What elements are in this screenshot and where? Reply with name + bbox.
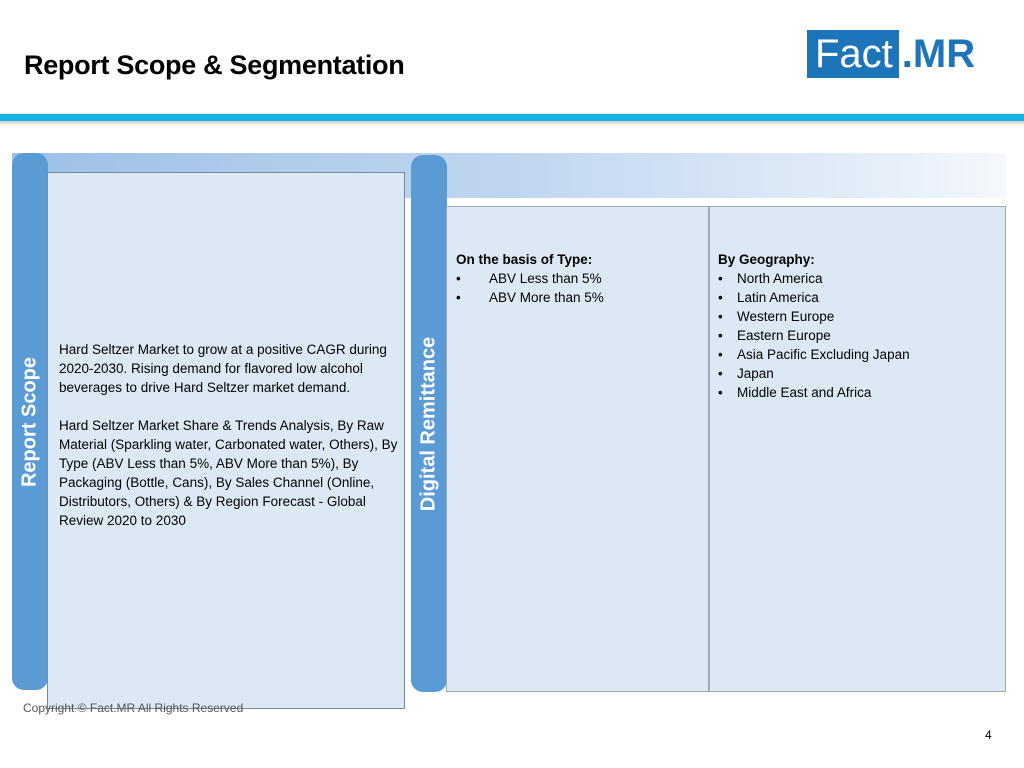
report-scope-paragraph: Hard Seltzer Market to grow at a positive CAGR during 2020-2030. Rising demand for flavored low alcohol beverages to drive Hard Seltzer market demand. [59, 342, 387, 395]
type-segment-list [456, 269, 701, 307]
list-item: • ABV More than 5% [456, 288, 701, 307]
list-item: • Japan [718, 364, 998, 383]
header-divider-shadow [0, 121, 1024, 125]
logo-suffix-text: .MR [901, 32, 976, 76]
list-item: • ABV Less than 5% [456, 269, 701, 288]
page-title: Report Scope & Segmentation [24, 50, 405, 80]
list-item: • Eastern Europe [718, 326, 998, 345]
report-scope-panel [47, 172, 405, 709]
report-scope-text [59, 340, 399, 549]
column-divider [708, 207, 710, 691]
type-segment-heading: On the basis of Type: [456, 252, 593, 267]
logo-box-text: Fact [807, 30, 899, 78]
report-scope-tab [12, 153, 48, 690]
copyright-notice: Copyright © Fact.MR All Rights Reserved [23, 701, 244, 715]
fact-mr-logo [807, 30, 1012, 78]
report-scope-paragraph: Hard Seltzer Market Share & Trends Analysis, By Raw Material (Sparkling water, Carbonated water, Others), By Type (ABV Less than 5%, ABV More than 5%), By Packaging (Bottle, Cans), By Sales Channel (Online, Distributors, Others) & By Region Forecast - Global Review 2020 to 2030 [59, 418, 398, 528]
segmentation-tab-label: Digital Remittance [417, 336, 440, 511]
geography-segment-column [718, 250, 998, 402]
list-item: • Latin America [718, 288, 998, 307]
geography-segment-heading: By Geography: [718, 252, 815, 267]
list-item: • Middle East and Africa [718, 383, 998, 402]
page-number: 4 [985, 728, 992, 742]
list-item: • Asia Pacific Excluding Japan [718, 345, 998, 364]
header-divider [0, 114, 1024, 121]
report-scope-tab-label: Report Scope [18, 356, 41, 487]
list-item: • North America [718, 269, 998, 288]
segmentation-panel [446, 206, 1006, 692]
list-item: • Western Europe [718, 307, 998, 326]
geography-segment-list [718, 269, 998, 402]
type-segment-column [456, 250, 701, 307]
segmentation-tab [411, 155, 447, 692]
